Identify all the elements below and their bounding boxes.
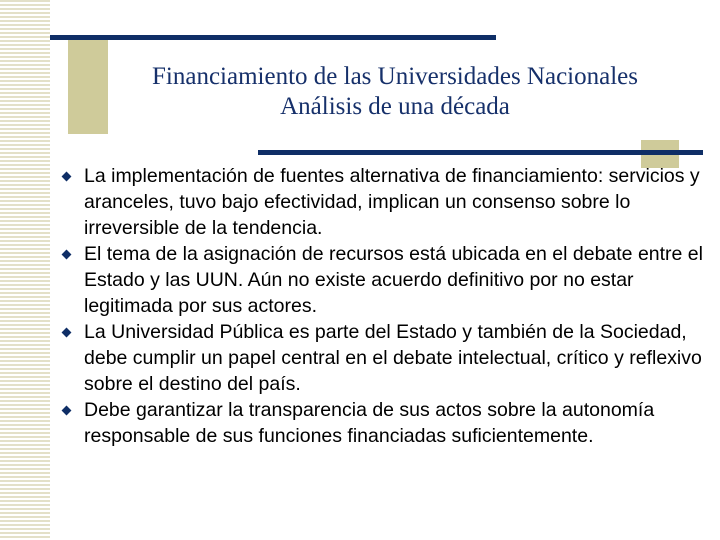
diamond-bullet-icon <box>62 328 72 338</box>
slide-title-line-2: Análisis de una década <box>280 93 510 120</box>
bullet-item <box>62 319 718 397</box>
slide-title-line-1: Financiamiento de las Universidades Nacionales <box>152 63 638 90</box>
diamond-bullet-icon <box>62 172 72 182</box>
bullet-item <box>62 241 718 319</box>
bullet-text: La Universidad Pública es parte del Estado y también de la Sociedad, debe cumplir un papel central en el debate intelectual, crítico y reflexivo sobre el destino del país. <box>84 321 702 395</box>
decorative-stripes <box>0 0 50 540</box>
bullet-text: Debe garantizar la transparencia de sus actos sobre la autonomía responsable de sus funciones financiadas suficientemente. <box>84 399 655 447</box>
bullet-text: La implementación de fuentes alternativa de financiamiento: servicios y aranceles, tuvo bajo efectividad, implican un consenso sobre lo irreversible de la tendencia. <box>84 165 700 239</box>
bullet-item <box>62 397 718 449</box>
bullet-item <box>62 163 718 241</box>
bullet-list <box>62 163 718 449</box>
title-rule-bottom <box>258 150 703 155</box>
diamond-bullet-icon <box>62 250 72 260</box>
slide-title <box>60 62 720 122</box>
bullet-text: El tema de la asignación de recursos está ubicada en el debate entre el Estado y las UUN. Aún no existe acuerdo definitivo por no estar legitimada por sus actores. <box>84 243 703 317</box>
diamond-bullet-icon <box>62 406 72 416</box>
title-rule-top <box>50 35 496 40</box>
